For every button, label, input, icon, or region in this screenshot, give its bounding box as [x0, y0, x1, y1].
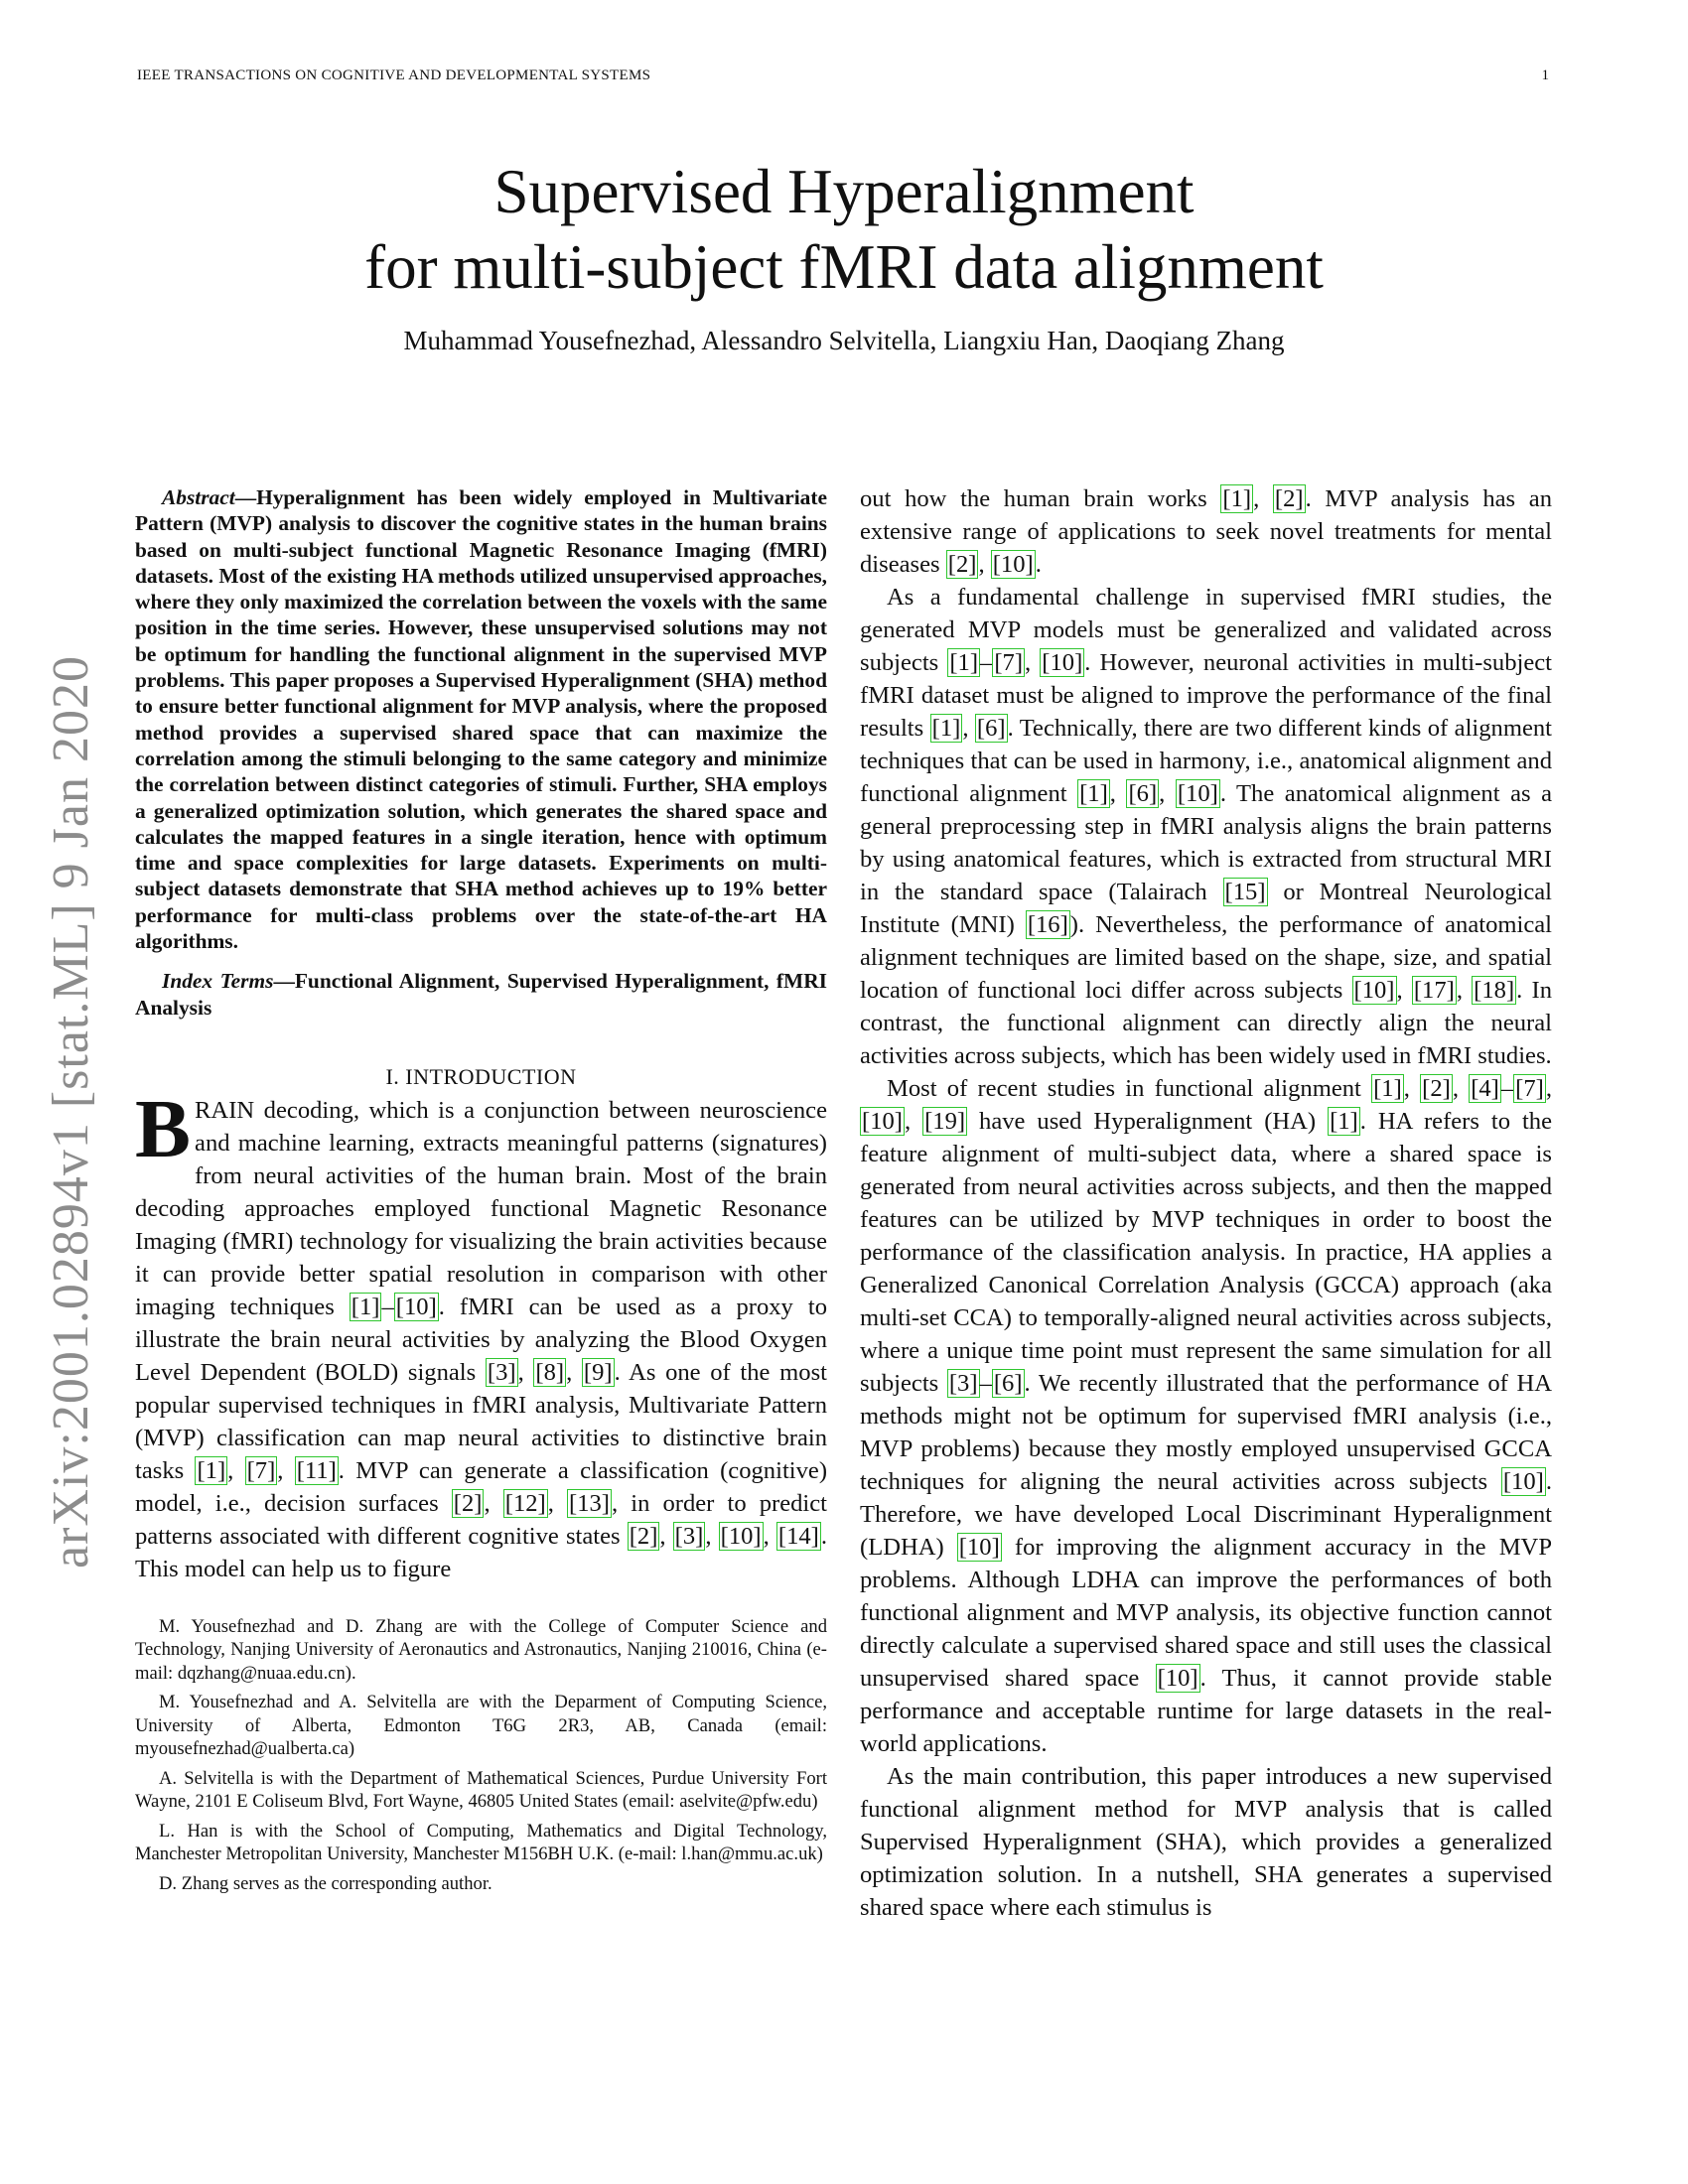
text-span: , — [484, 1489, 503, 1517]
citation-link[interactable]: [1] — [1222, 485, 1252, 512]
text-span: , — [277, 1456, 295, 1484]
text-span: or Montreal Neurological Institute (MNI) — [860, 879, 1552, 938]
abstract — [135, 484, 827, 954]
citation-link[interactable]: [7] — [994, 649, 1024, 676]
citation-link[interactable]: [17] — [1413, 977, 1455, 1004]
citation-link[interactable]: [10] — [958, 1534, 1000, 1561]
right-column — [860, 482, 1552, 1924]
text-span: , — [763, 1522, 776, 1550]
text-span: , — [566, 1358, 582, 1386]
text-span: . Therefore, we have developed Local Discriminant Hyperalignment (LDHA) — [860, 1468, 1552, 1561]
footnote: D. Zhang serves as the corresponding author. — [159, 1872, 492, 1894]
author-list: Muhammad Yousefnezhad, Alessandro Selvitella, Liangxiu Han, Daoqiang Zhang — [403, 326, 1285, 355]
arxiv-stamp: arXiv:2001.02894v1 [stat.ML] 9 Jan 2020 — [43, 654, 99, 1569]
running-head: IEEE TRANSACTIONS ON COGNITIVE AND DEVELOPMENTAL SYSTEMS — [137, 68, 651, 83]
citation-link[interactable]: [1] — [1079, 780, 1108, 807]
paragraph-hyperalignment — [860, 1072, 1552, 1760]
text-span: , — [1403, 1075, 1421, 1102]
citation-link[interactable]: [7] — [1515, 1075, 1544, 1102]
citation-link[interactable]: [2] — [453, 1489, 483, 1517]
text-span: Most of recent studies in functional alignment — [887, 1075, 1372, 1102]
citation-link[interactable]: [1] — [197, 1456, 226, 1484]
citation-link[interactable]: [16] — [1027, 911, 1068, 938]
text-span: – — [381, 1293, 394, 1320]
footnote: M. Yousefnezhad and D. Zhang are with the College of Computer Science and Technology, Nanjing University of Aeronautics and Astronautics, Nanjing 210016, China (e-mail: dqzhang@nuaa.edu.cn). — [135, 1615, 827, 1684]
citation-link[interactable]: [6] — [976, 715, 1006, 742]
citation-link[interactable]: [10] — [395, 1293, 437, 1320]
citation-link[interactable]: [7] — [246, 1456, 276, 1484]
citation-link[interactable]: [8] — [535, 1358, 565, 1386]
paragraph-continuation — [860, 482, 1552, 581]
text-span: . However, neuronal activities in multi-subject fMRI dataset must be aligned to improve the performance of the final results — [860, 649, 1552, 742]
citation-link[interactable]: [3] — [487, 1358, 516, 1386]
text-span: ). Nevertheless, the performance of anatomical alignment techniques are limited based on the shape, size, and spatial location of functional loci differ across subjects — [860, 911, 1552, 1004]
text-span: decoding, which is a conjunction between neuroscience and machine learning, extracts meaningful patterns (signatures) from neural activities of the human brain. Most of the brain decoding approaches employed functional Magnetic Resonance Imaging (fMRI) technology for visualizing the brain activities because it can provide better spatial resolution in comparison with other imaging techniques — [135, 1096, 827, 1320]
citation-link[interactable]: [3] — [948, 1370, 978, 1397]
citation-link[interactable]: [10] — [720, 1522, 762, 1550]
citation-link[interactable]: [18] — [1474, 977, 1515, 1004]
citation-link[interactable]: [13] — [569, 1489, 610, 1517]
abstract-label: Abstract — [162, 485, 235, 509]
text-span: – — [980, 649, 993, 676]
paragraph-alignment-challenge — [860, 581, 1552, 1072]
text-span: , — [1025, 649, 1041, 676]
citation-link[interactable]: [15] — [1224, 879, 1266, 905]
citation-link[interactable]: [9] — [583, 1358, 613, 1386]
text-span: . HA refers to the feature alignment of multi-subject data, where a shared space is generated from neural activities across subjects, and then the mapped features can be utilized by MVP techniques in order to boost the performance of the classification analysis. In practice, HA applies a Generalized Canonical Correlation Analysis (GCCA) approach (aka multi-set CCA) to temporally-aligned neural activities across subjects, where a unique time point must represent the same simulation for all subjects — [860, 1108, 1553, 1397]
text-span: , in order to predict patterns associated with different cognitive states — [135, 1489, 828, 1550]
citation-link[interactable]: [6] — [993, 1370, 1023, 1397]
section-heading-introduction: I. INTRODUCTION — [385, 1063, 577, 1089]
citation-link[interactable]: [14] — [777, 1522, 819, 1550]
citation-link[interactable]: [2] — [947, 551, 977, 578]
text-span: , — [904, 1108, 923, 1135]
title-line-2: for multi-subject fMRI data alignment — [364, 232, 1324, 302]
text-span: . We recently illustrated that the performance of HA methods might not be optimum for supervised fMRI analysis (i.e., MVP problems) because they mostly employed unsupervised GCCA techniques for aligning the neural activities across subjects — [860, 1370, 1552, 1495]
citation-link[interactable]: [2] — [1274, 485, 1304, 512]
title-line-1: Supervised Hyperalignment — [493, 157, 1195, 226]
text-span: . As one of the most popular supervised techniques in fMRI analysis, Multivariate Pattern (MVP) classification can map neural activities to distinctive brain tasks — [135, 1358, 827, 1484]
footnote: L. Han is with the School of Computing, Mathematics and Digital Technology, Manchester Metropolitan University, Manchester M156BH U.K. (e-mail: l.han@mmu.ac.uk) — [135, 1820, 827, 1865]
citation-link[interactable]: [11] — [296, 1456, 337, 1484]
text-span: – — [979, 1370, 992, 1397]
page-number: 1 — [1541, 68, 1549, 83]
text-span: , — [1159, 780, 1176, 807]
citation-link[interactable]: [10] — [862, 1108, 903, 1135]
paragraph-contribution: As the main contribution, this paper introduces a new supervised functional alignment method for MVP analysis that is called Supervised Hyperalignment (SHA), which provides a generalized optimization solution. In a nutshell, SHA generates a supervised shared space where each stimulus is — [860, 1763, 1552, 1921]
citation-link[interactable]: [2] — [629, 1522, 658, 1550]
footnotes — [135, 1615, 827, 1896]
text-span: , — [659, 1522, 673, 1550]
citation-link[interactable]: [1] — [1330, 1108, 1358, 1135]
intro-paragraph — [135, 1082, 828, 1585]
text-span: – — [1500, 1075, 1514, 1102]
citation-link[interactable]: [19] — [924, 1108, 966, 1135]
text-span: . — [1035, 551, 1042, 578]
citation-link[interactable]: [1] — [1373, 1075, 1402, 1102]
footnote: M. Yousefnezhad and A. Selvitella are with the Deparment of Computing Science, University of Alberta, Edmonton T6G 2R3, AB, Canada (email: myousefnezhad@ualberta.ca) — [135, 1692, 827, 1760]
citation-link[interactable]: [10] — [1502, 1468, 1544, 1495]
first-word: RAIN — [195, 1096, 255, 1124]
citation-link[interactable]: [1] — [351, 1293, 380, 1320]
citation-link[interactable]: [12] — [504, 1489, 546, 1517]
citation-link[interactable]: [4] — [1471, 1075, 1499, 1102]
citation-link[interactable]: [3] — [674, 1522, 704, 1550]
text-span: . fMRI can be used as a proxy to illustrate the brain neural activities by analyzing the Blood Oxygen Level Dependent (BOLD) signals — [135, 1293, 827, 1386]
citation-link[interactable]: [10] — [992, 551, 1034, 578]
index-terms — [135, 968, 827, 1021]
text-span: . This model can help us to figure — [135, 1522, 828, 1582]
citation-link[interactable]: [10] — [1353, 977, 1395, 1004]
text-span: , — [1452, 1075, 1470, 1102]
citation-link[interactable]: [10] — [1042, 649, 1083, 676]
citation-link[interactable]: [10] — [1177, 780, 1218, 807]
text-span: . In contrast, the functional alignment can directly align the neural activities across subjects, which has been widely used in fMRI studies. — [860, 977, 1552, 1069]
index-terms-text: —Functional Alignment, Supervised Hyperalignment, fMRI Analysis — [135, 969, 827, 1020]
text-span: have used Hyperalignment (HA) — [967, 1108, 1329, 1135]
text-span: , — [1396, 977, 1412, 1004]
citation-link[interactable]: [10] — [1157, 1665, 1198, 1692]
text-span: , — [1253, 485, 1273, 512]
paper-title — [0, 154, 1688, 305]
left-column — [135, 484, 827, 1901]
citation-link[interactable]: [2] — [1422, 1075, 1451, 1102]
text-span: , — [1456, 977, 1473, 1004]
text-span: . MVP analysis has an extensive range of applications to seek novel treatments for mental diseases — [860, 485, 1552, 578]
text-span: , — [978, 551, 991, 578]
text-span: , — [517, 1358, 534, 1386]
text-span: . MVP can generate a classification (cognitive) model, i.e., decision surfaces — [135, 1456, 828, 1517]
text-span: , — [227, 1456, 245, 1484]
abstract-text: —Hyperalignment has been widely employed in Multivariate Pattern (MVP) analysis to discover the cognitive states in the human brains based on multi-subject functional Magnetic Resonance Imaging (fMRI) datasets. Most of the existing HA methods utilized unsupervised approaches, where they only maximized the correlation between the voxels with the same position in the time series. However, these unsupervised solutions may not be optimum for handling the functional alignment in the supervised MVP problems. This paper proposes a Supervised Hyperalignment (SHA) method to ensure better functional alignment for MVP analysis, where the proposed method provides a supervised shared space that can maximize the correlation among the stimuli belonging to the same category and minimize the correlation between distinct categories of stimuli. Further, SHA employs a generalized optimization solution, which generates the shared space and calculates the mapped features in a single iteration, hence with optimum time and space complexities for large datasets. Experiments on multi-subject datasets demonstrate that SHA method achieves up to 19% better performance for multi-class problems over the state-of-the-art HA algorithms. — [135, 485, 827, 954]
text-span: . The anatomical alignment as a general preprocessing step in fMRI analysis aligns the brain patterns by using anatomical features, which is extracted from structural MRI in the standard space (Talairach — [860, 780, 1553, 905]
footnote: A. Selvitella is with the Department of Mathematical Sciences, Purdue University Fort Wayne, 2101 E Coliseum Blvd, Fort Wayne, 46805 United States (email: aselvite@pfw.edu) — [135, 1767, 827, 1813]
text-span: out how the human brain works — [860, 485, 1221, 512]
text-span: , — [547, 1489, 567, 1517]
text-span: As a fundamental challenge in supervised fMRI studies, the generated MVP models must be generalized and validated across subjects — [860, 584, 1552, 676]
text-span: for improving the alignment accuracy in the MVP problems. Although LDHA can improve the performances of both functional alignment and MVP analysis, its objective function cannot directly calculate a supervised shared space and still uses the classical unsupervised shared space — [860, 1534, 1552, 1692]
citation-link[interactable]: [6] — [1128, 780, 1158, 807]
citation-link[interactable]: [1] — [949, 649, 979, 676]
index-terms-label: Index Terms — [162, 969, 274, 994]
drop-cap: B — [135, 1082, 192, 1175]
citation-link[interactable]: [1] — [931, 715, 961, 742]
text-span: , — [1109, 780, 1127, 807]
text-span: . Technically, there are two different kinds of alignment techniques that can be used in harmony, i.e., anatomical alignment and functional alignment — [860, 715, 1553, 807]
text-span: , — [705, 1522, 719, 1550]
text-span: . Thus, it cannot provide stable performance and acceptable runtime for large datasets in the real-world applications. — [860, 1665, 1553, 1757]
text-span: , — [962, 715, 975, 742]
text-span: , — [1545, 1075, 1553, 1102]
